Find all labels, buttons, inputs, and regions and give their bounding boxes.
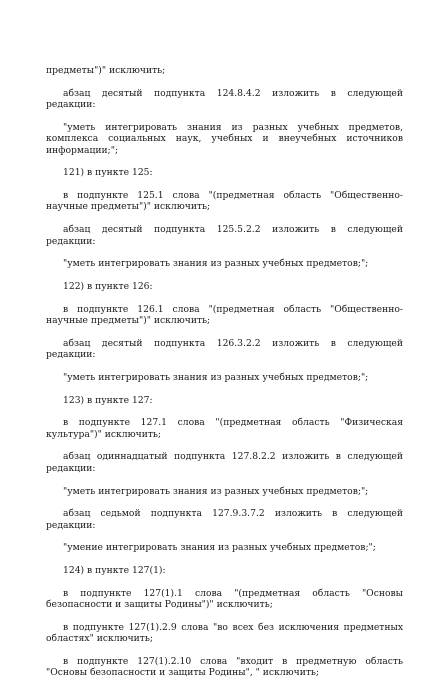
paragraph-continuation: предметы")" исключить;	[46, 65, 166, 76]
paragraph: "уметь интегрировать знания из разных учебных предметов;";	[63, 258, 369, 270]
paragraph: "уметь интегрировать знания из разных учебных предметов, комплекса социальных наук, учебных и внеучебных источников информации;";	[46, 121, 403, 156]
paragraph: в подпункте 127(1).1 слова "(предметная область "Основы безопасности и защиты Родины")" исключить;	[46, 587, 403, 611]
document-page	[46, 65, 403, 690]
paragraph: абзац десятый подпункта 126.3.2.2 изложить в следующей редакции:	[46, 337, 403, 361]
paragraph: 122) в пункте 126:	[63, 280, 153, 292]
paragraph: в подпункте 127(1).2.9 слова "во всех без исключения предметных областях" исключить;	[46, 621, 403, 645]
paragraph: абзац десятый подпункта 124.8.4.2 изложить в следующей редакции:	[46, 87, 403, 111]
paragraph: в подпункте 125.1 слова "(предметная область "Общественно-научные предметы")" исключить;	[46, 190, 403, 213]
paragraph: в подпункте 126.1 слова "(предметная область "Общественно-научные предметы")" исключить;	[46, 303, 403, 327]
paragraph: "уметь интегрировать знания из разных учебных предметов;";	[63, 485, 369, 497]
paragraph: 121) в пункте 125:	[63, 167, 153, 179]
paragraph: в подпункте 127(1).2.10 слова "входит в предметную область "Основы безопасности и защиты Родины", " исключить;	[46, 655, 403, 679]
paragraph: в подпункте 127.1 слова "(предметная область "Физическая культура")" исключить;	[46, 417, 403, 440]
paragraph: 124) в пункте 127(1):	[63, 565, 166, 577]
paragraph: 123) в пункте 127:	[63, 394, 153, 406]
paragraph: абзац одиннадцатый подпункта 127.8.2.2 изложить в следующей редакции:	[46, 451, 403, 474]
paragraph: абзац седьмой подпункта 127.9.3.7.2 изложить в следующей редакции:	[46, 508, 403, 531]
paragraph: "уметь интегрировать знания из разных учебных предметов;";	[63, 371, 369, 383]
paragraph: "умение интегрировать знания из разных учебных предметов;";	[63, 542, 376, 554]
paragraph: абзац десятый подпункта 125.5.2.2 изложить в следующей редакции:	[46, 224, 403, 247]
